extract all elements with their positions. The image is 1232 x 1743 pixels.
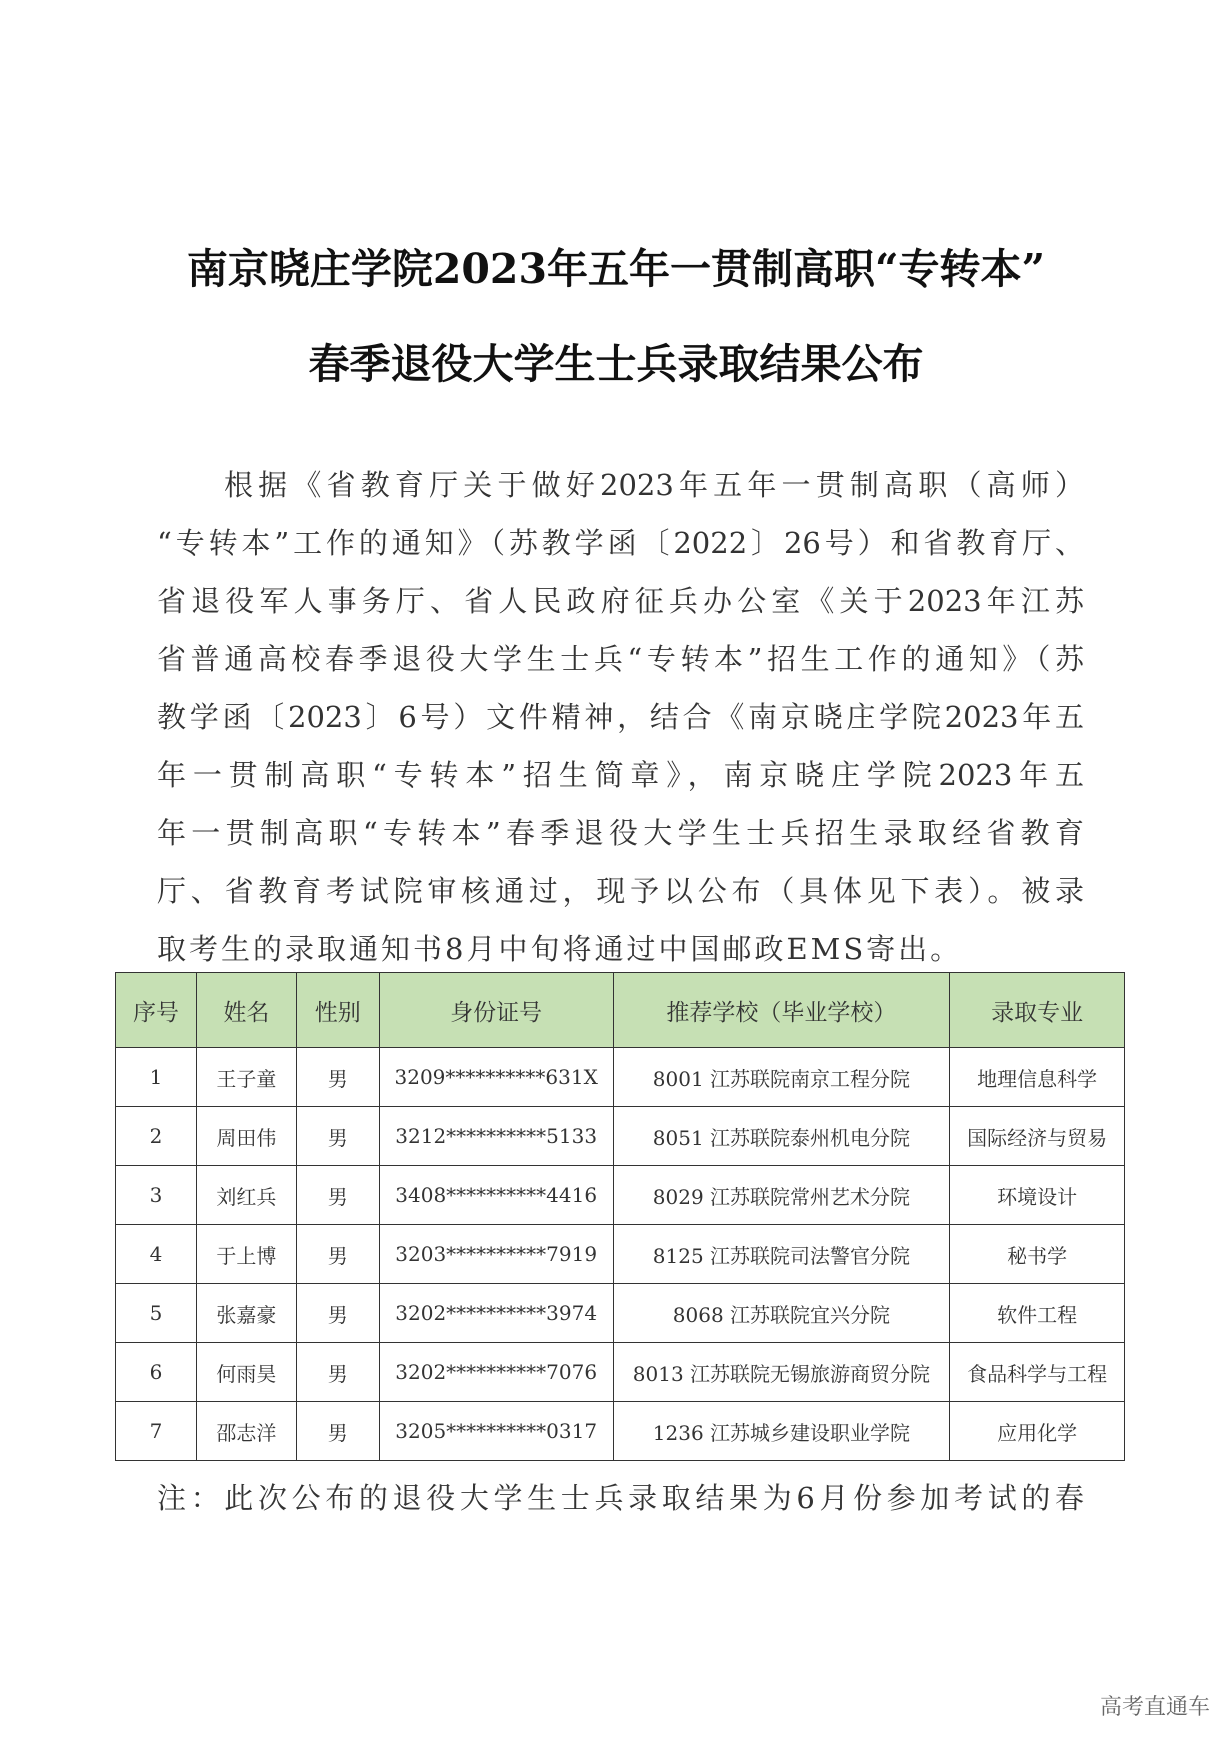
table-cell: 8013 江苏联院无锡旅游商贸分院: [613, 1343, 950, 1402]
column-header: 姓名: [196, 973, 296, 1048]
table-cell: 刘红兵: [196, 1166, 296, 1225]
table-cell: 男: [296, 1048, 379, 1107]
body-line: 根据《省教育厅关于做好2023年五年一贯制高职（高师）: [224, 468, 1084, 502]
table-cell: 5: [116, 1284, 197, 1343]
body-line: 年一贯制高职“专转本”招生简章》，南京晓庄学院2023年五: [157, 758, 1084, 792]
table-row: [116, 1107, 1125, 1166]
table-cell: 3202**********3974: [379, 1284, 613, 1343]
table-cell: 4: [116, 1225, 197, 1284]
table-cell: 3203**********7919: [379, 1225, 613, 1284]
watermark: 高考直通车: [1100, 1695, 1211, 1720]
table-cell: 于上博: [196, 1225, 296, 1284]
table-cell: 环境设计: [950, 1166, 1125, 1225]
table-cell: 张嘉豪: [196, 1284, 296, 1343]
table-cell: 软件工程: [950, 1284, 1125, 1343]
table-cell: 1: [116, 1048, 197, 1107]
table-cell: 食品科学与工程: [950, 1343, 1125, 1402]
table-cell: 男: [296, 1107, 379, 1166]
column-header: 录取专业: [950, 973, 1125, 1048]
table-cell: 男: [296, 1166, 379, 1225]
page-title-line2: 春季退役大学生士兵录取结果公布: [308, 340, 924, 388]
table-row: [116, 1166, 1125, 1225]
column-header: 推荐学校（毕业学校）: [613, 973, 950, 1048]
table-cell: 8051 江苏联院泰州机电分院: [613, 1107, 950, 1166]
table-cell: 国际经济与贸易: [950, 1107, 1125, 1166]
column-header: 身份证号: [379, 973, 613, 1048]
table-cell: 男: [296, 1343, 379, 1402]
body-line: 取考生的录取通知书8月中旬将通过中国邮政EMS寄出。: [157, 932, 963, 966]
body-line: 省退役军人事务厅、省人民政府征兵办公室《关于2023年江苏: [157, 584, 1084, 618]
table-cell: 1236 江苏城乡建设职业学院: [613, 1402, 950, 1461]
body-line: “专转本”工作的通知》（苏教学函〔2022〕26号）和省教育厅、: [157, 526, 1084, 560]
table-cell: 8001 江苏联院南京工程分院: [613, 1048, 950, 1107]
table-cell: 7: [116, 1402, 197, 1461]
body-line: 厅、省教育考试院审核通过，现予以公布（具体见下表）。被录: [157, 874, 1084, 908]
table-cell: 8068 江苏联院宜兴分院: [613, 1284, 950, 1343]
column-header: 性别: [296, 973, 379, 1048]
table-cell: 男: [296, 1284, 379, 1343]
body-line: 年一贯制高职“专转本”春季退役大学生士兵招生录取经省教育: [157, 816, 1084, 850]
note-text: 注：此次公布的退役大学生士兵录取结果为6月份参加考试的春: [157, 1481, 1084, 1515]
table-header-row: [116, 973, 1125, 1048]
table-cell: 男: [296, 1402, 379, 1461]
table-row: [116, 1225, 1125, 1284]
body-line: 教学函〔2023〕6号）文件精神，结合《南京晓庄学院2023年五: [157, 700, 1084, 734]
table-cell: 何雨昊: [196, 1343, 296, 1402]
table-cell: 王子童: [196, 1048, 296, 1107]
table-cell: 应用化学: [950, 1402, 1125, 1461]
table-cell: 3: [116, 1166, 197, 1225]
table-cell: 男: [296, 1225, 379, 1284]
table-cell: 3408**********4416: [379, 1166, 613, 1225]
table-cell: 2: [116, 1107, 197, 1166]
table-row: [116, 1048, 1125, 1107]
table-cell: 8125 江苏联院司法警官分院: [613, 1225, 950, 1284]
table-cell: 3202**********7076: [379, 1343, 613, 1402]
table-cell: 8029 江苏联院常州艺术分院: [613, 1166, 950, 1225]
table-cell: 秘书学: [950, 1225, 1125, 1284]
table-cell: 6: [116, 1343, 197, 1402]
table-cell: 3212**********5133: [379, 1107, 613, 1166]
table-row: [116, 1402, 1125, 1461]
table-row: [116, 1343, 1125, 1402]
table-cell: 3205**********0317: [379, 1402, 613, 1461]
table-cell: 3209**********631X: [379, 1048, 613, 1107]
page-title-line1: 南京晓庄学院2023年五年一贯制高职“专转本”: [186, 245, 1046, 293]
table-cell: 周田伟: [196, 1107, 296, 1166]
admission-table: [115, 972, 1125, 1461]
column-header: 序号: [116, 973, 197, 1048]
table-cell: 邵志洋: [196, 1402, 296, 1461]
table-cell: 地理信息科学: [950, 1048, 1125, 1107]
body-line: 省普通高校春季退役大学生士兵“专转本”招生工作的通知》（苏: [157, 642, 1084, 676]
table-row: [116, 1284, 1125, 1343]
